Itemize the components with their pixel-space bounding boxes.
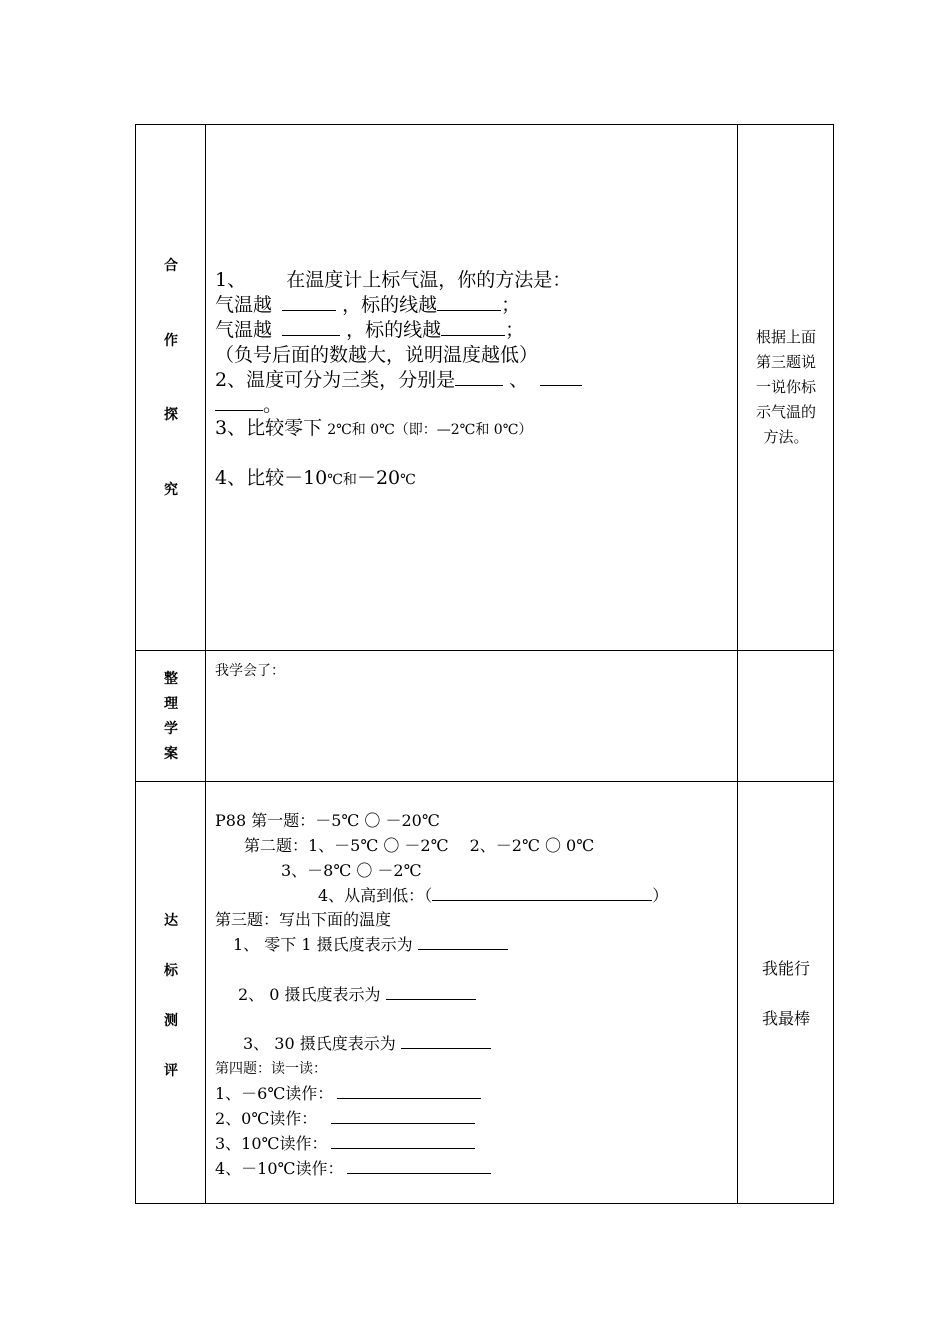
exercise-4-item-3: 3、10℃读作： <box>215 1131 475 1154</box>
answer-blank[interactable] <box>282 316 340 336</box>
table-border-top <box>135 124 834 125</box>
exercise-4-item-2: 2、0℃读作： <box>215 1106 475 1129</box>
question-1-line-2: 气温越 ，标的线越 ； <box>215 290 520 317</box>
exercise-4: 第四题：读一读： <box>215 1061 327 1077</box>
answer-blank[interactable] <box>437 291 501 311</box>
question-1-line-3: 气温越 ，标的线越 ； <box>215 315 524 342</box>
section1-label-char: 探 <box>164 407 178 423</box>
answer-blank[interactable] <box>215 391 263 411</box>
answer-blank[interactable] <box>347 1157 491 1174</box>
question-1: 1、 在温度计上标气温，你的方法是： <box>215 269 572 291</box>
section2-label-char: 整 <box>164 671 178 687</box>
exercise-3-item-3: 3、 30 摄氏度表示为 <box>243 1031 491 1054</box>
answer-blank[interactable] <box>418 933 508 950</box>
exercise-3-item-2: 2、 0 摄氏度表示为 <box>238 982 476 1005</box>
table-border-bottom <box>135 1203 834 1204</box>
answer-blank[interactable] <box>455 366 503 386</box>
answer-blank[interactable] <box>282 291 336 311</box>
exercise-2-part-4: 4、从高到低：（ ） <box>318 886 669 905</box>
section3-label-char: 测 <box>164 1013 178 1029</box>
question-2-line-2: 。 <box>215 390 282 417</box>
section2-label-char: 学 <box>164 721 178 737</box>
question-3: 3、比较零下 2℃和 0℃（即：—2℃和 0℃） <box>215 417 533 439</box>
section1-label-char: 合 <box>164 258 178 274</box>
table-divider-2 <box>135 781 834 782</box>
exercise-2: 第二题：1、－5℃ 〇 －2℃ 2、－2℃ 〇 0℃ <box>244 836 595 855</box>
section3-label-char: 达 <box>164 913 178 929</box>
exercise-3: 第三题：写出下面的温度 <box>215 910 392 929</box>
answer-blank[interactable] <box>386 983 476 1000</box>
answer-blank[interactable] <box>331 1132 475 1149</box>
section1-label-char: 作 <box>164 333 178 349</box>
table-border-right <box>833 124 834 1204</box>
table-column-divider-1 <box>205 124 206 1204</box>
learned-prompt: 我学会了： <box>215 663 285 679</box>
motto-2: 我最棒 <box>761 1009 810 1028</box>
table-column-divider-2 <box>737 124 738 1204</box>
exercise-4-item-4: 4、－10℃读作： <box>215 1156 491 1179</box>
section2-label-char: 案 <box>164 746 178 762</box>
answer-blank[interactable] <box>331 1107 475 1124</box>
section1-label-char: 究 <box>164 482 178 498</box>
exercise-1: P88 第一题：－5℃ 〇 －20℃ <box>215 811 440 830</box>
table-divider-1 <box>135 650 834 651</box>
section1-side-note: 根据上面 第三题说 一说你标 示气温的 方法。 <box>755 328 816 446</box>
section3-label-char: 评 <box>164 1063 178 1079</box>
question-1-note: （负号后面的数越大，说明温度越低） <box>215 344 539 366</box>
answer-blank[interactable] <box>540 366 582 386</box>
answer-blank[interactable] <box>432 884 652 901</box>
answer-blank[interactable] <box>401 1032 491 1049</box>
answer-blank[interactable] <box>441 316 505 336</box>
exercise-2-part-3: 3、－8℃ 〇 －2℃ <box>281 861 422 880</box>
section2-label-char: 理 <box>164 696 178 712</box>
exercise-4-item-1: 1、－6℃读作： <box>215 1081 481 1104</box>
exercise-3-item-1: 1、 零下 1 摄氏度表示为 <box>233 932 508 955</box>
table-border-left <box>135 124 136 1204</box>
question-2: 2、温度可分为三类，分别是 、 <box>215 365 582 392</box>
question-4: 4、比较－10℃和－20℃ <box>215 467 416 489</box>
answer-blank[interactable] <box>337 1082 481 1099</box>
section3-label-char: 标 <box>164 963 178 979</box>
motto-1: 我能行 <box>761 959 810 978</box>
